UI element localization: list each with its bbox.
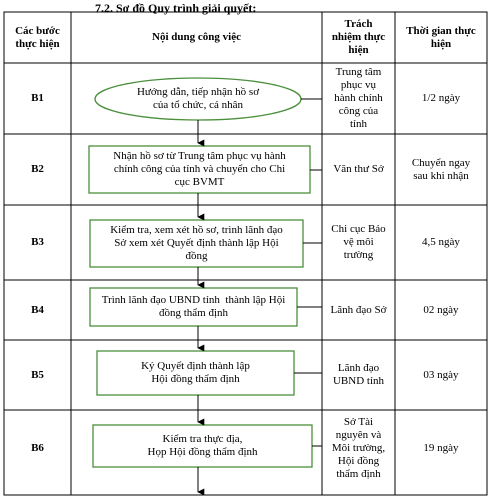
step-content-b5: Ký Quyết định thành lập Hội đồng thẩm định [141,360,250,385]
time-b5: 03 ngày [423,368,459,381]
header-time: Thời gian thực hiện [406,24,476,50]
header-responsible: Trách nhiệm thực hiện [331,18,386,56]
time-b2: Chuyển ngay sau khi nhận [411,156,471,182]
time-b1: 1/2 ngày [421,92,461,104]
step-label-b6: B6 [31,441,44,454]
step-label-b1: B1 [31,92,44,104]
step-content-b1: Hướng dẫn, tiếp nhận hồ sơ của tổ chức, cá nhân [136,86,260,111]
step-label-b4: B4 [31,303,44,316]
step-label-b3: B3 [31,236,44,248]
time-b4: 02 ngày [423,303,459,316]
responsible-b4: Lãnh đạo Sở [330,303,387,316]
section-title: 7.2. Sơ đồ Quy trình giải quyết: [95,1,257,15]
step-label-b5: B5 [31,368,44,381]
time-b6: 19 ngày [423,441,459,454]
header-step: Các bước thực hiện [15,24,60,50]
responsible-b2: Văn thư Sở [333,163,384,175]
responsible-b6: Sở Tài nguyên và Môi trường, Hội đồng thẩm định [331,415,386,480]
step-label-b2: B2 [31,163,44,175]
responsible-b5: Lãnh đạo UBND tỉnh [332,362,385,387]
header-content: Nội dung công việc [152,31,241,43]
time-b3: 4,5 ngày [422,236,460,248]
step-content-b2: Nhận hồ sơ từ Trung tâm phục vụ hành chính công của tỉnh và chuyển cho Chi cục BVMT [113,150,286,188]
step-content-b3: Kiểm tra, xem xét hồ sơ, trình lãnh đạo Sở xem xét Quyết định thành lập Hội đồng [110,224,283,262]
step-content-b4: Trình lãnh đạo UBND tỉnh thành lập Hội đồng thẩm định [101,294,286,319]
responsible-b3: Chi cục Bảo vệ môi trường [331,223,386,261]
responsible-b1: Trung tâm phục vụ hành chính công của tỉnh [334,66,383,130]
step-content-b6: Kiểm tra thực địa, Họp Hội đồng thẩm định [147,433,258,458]
